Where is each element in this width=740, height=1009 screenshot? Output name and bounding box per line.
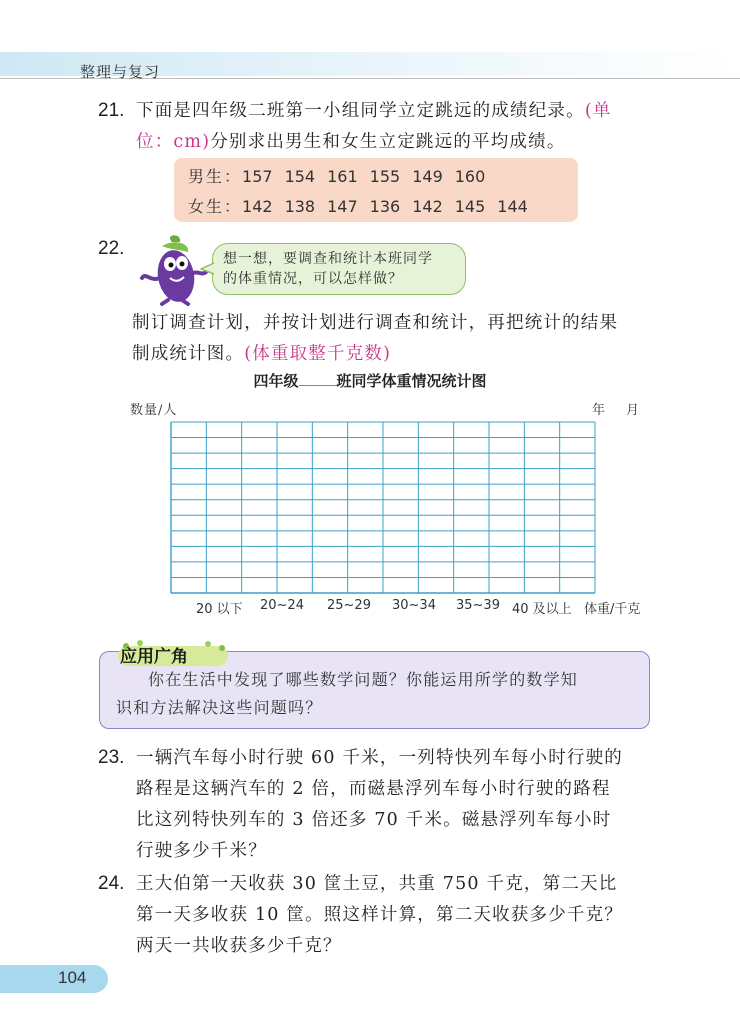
banner-title: 应用广角 [120, 647, 188, 667]
boys-score: 149 [412, 167, 443, 186]
question-number-21: 21. [98, 100, 125, 121]
q24-line-2: 第一天多收获 10 筐。照这样计算，第二天收获多少千克？ [136, 905, 623, 925]
chart-title-suffix: 班同学体重情况统计图 [336, 372, 487, 390]
girls-score: 144 [497, 197, 528, 216]
x-axis-label: 体重/千克 [584, 602, 641, 617]
q22-note: (体重取整千克数) [244, 344, 392, 364]
girls-score: 142 [412, 197, 443, 216]
boys-label: 男生： [188, 167, 243, 186]
boys-score: 154 [284, 167, 316, 186]
bubble-line: 的体重情况，可以怎样做？ [223, 271, 403, 287]
boys-score: 161 [327, 167, 358, 186]
question-number-23: 23. [98, 747, 125, 768]
question-number-24: 24. [98, 873, 125, 894]
boys-score: 157 [242, 167, 273, 186]
q22-line-1: 制订调查计划，并按计划进行调查和统计，再把统计的结果 [132, 313, 619, 333]
bubble-line: 想一想，要调查和统计本班同学 [223, 251, 433, 267]
date-year-label: 年 [592, 403, 606, 418]
page-number-tab [0, 965, 108, 993]
q23-line-4: 行驶多少千米？ [136, 841, 267, 861]
y-axis-label: 数量/人 [130, 403, 178, 418]
bubble-text [223, 249, 461, 289]
boys-score: 160 [454, 167, 486, 186]
girls-score: 138 [284, 197, 316, 216]
q21-text-1a: 下面是四年级二班第一小组同学立定跳远的成绩纪录。 [136, 101, 585, 121]
bubble-tail-icon [200, 262, 216, 276]
x-tick-label: 35~39 [456, 598, 500, 613]
q21-unit-open: (单 [584, 101, 612, 121]
date-month-label: 月 [626, 403, 640, 418]
x-tick-label: 25~29 [327, 598, 371, 613]
chart-grid[interactable] [170, 421, 596, 594]
girls-row [188, 194, 540, 217]
q21-unit: 位：cm) [136, 132, 211, 152]
x-tick-label: 30~34 [392, 598, 436, 613]
q23-line-3: 比这列特快列车的 3 倍还多 70 千米。磁悬浮列车每小时 [136, 810, 612, 830]
application-line: 识和方法解决这些问题吗？ [116, 698, 323, 717]
x-tick-label: 20~24 [260, 598, 304, 613]
section-title: 整理与复习 [80, 63, 161, 81]
speech-bubble [212, 243, 466, 295]
q23-line-1: 一辆汽车每小时行驶 60 千米，一列特快列车每小时行驶的 [136, 748, 623, 768]
score-table [174, 158, 578, 222]
q24-line-3: 两天一共收获多少千克？ [136, 936, 342, 956]
boys-score: 155 [369, 167, 401, 186]
x-tick-label: 40 及以上 [512, 602, 572, 617]
question-number-22: 22. [98, 238, 125, 259]
application-line: 你在生活中发现了哪些数学问题？你能运用所学的数学知 [148, 670, 579, 689]
girls-score: 145 [454, 197, 486, 216]
q24-line-1: 王大伯第一天收获 30 筐土豆，共重 750 千克，第二天比 [136, 874, 618, 894]
x-tick-label: 20 以下 [196, 602, 243, 617]
girls-score: 136 [369, 197, 401, 216]
q21-text-2b: 分别求出男生和女生立定跳远的平均成绩。 [210, 132, 566, 152]
q21-line-2 [136, 127, 566, 158]
class-blank[interactable] [299, 371, 337, 386]
q22-text-2a: 制成统计图。 [132, 344, 245, 364]
page-number: 104 [58, 968, 87, 987]
application-text [116, 666, 636, 722]
q22-line-2 [132, 339, 391, 370]
girls-label: 女生： [188, 197, 243, 216]
girls-score: 147 [327, 197, 358, 216]
chart-title-prefix: 四年级 [253, 372, 299, 390]
girls-score: 142 [242, 197, 273, 216]
q23-line-2: 路程是这辆汽车的 2 倍，而磁悬浮列车每小时行驶的路程 [136, 779, 611, 799]
boys-row [188, 164, 497, 187]
q21-line-1 [136, 96, 612, 127]
chart-title [0, 370, 740, 391]
